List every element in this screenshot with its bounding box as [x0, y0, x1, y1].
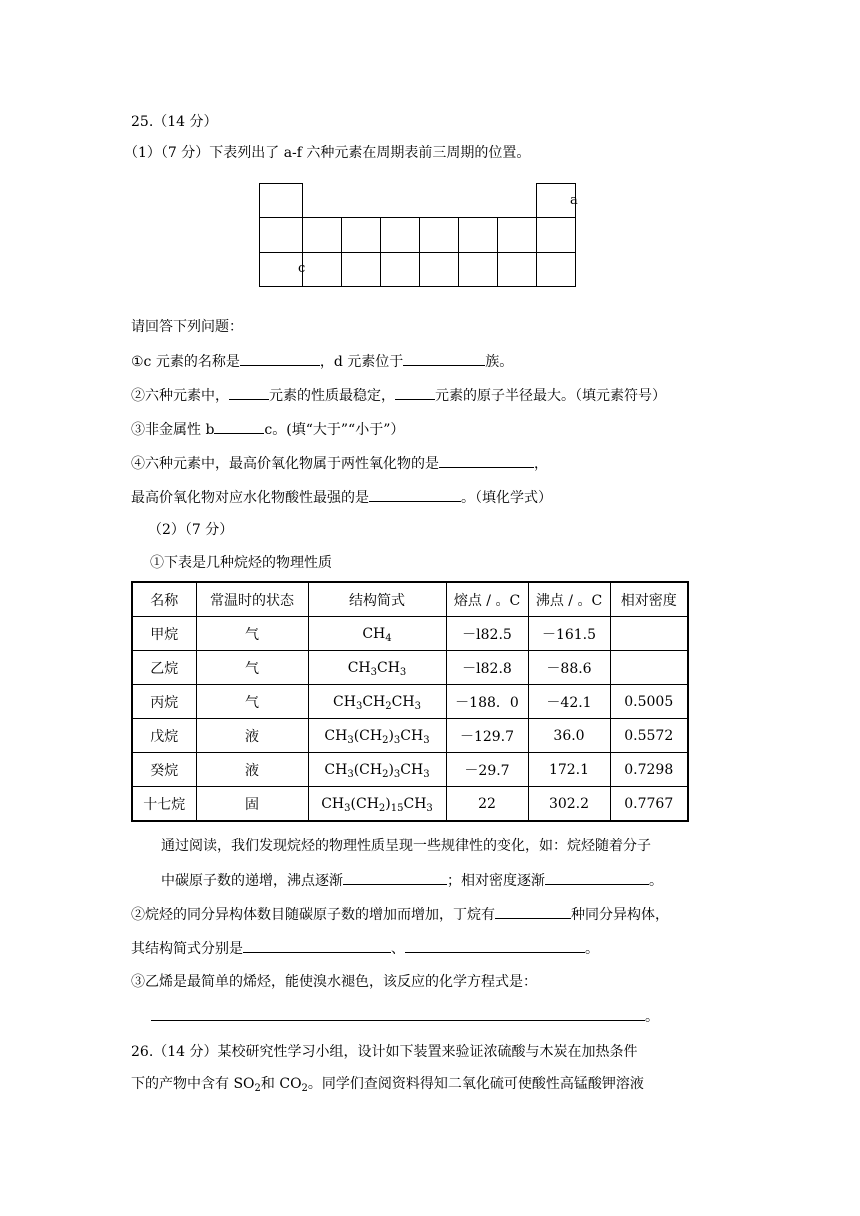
- part-2-head: （2）（7 分）: [148, 522, 234, 538]
- isomer-item-cont: 其结构简式分别是 、 。: [131, 938, 599, 959]
- table-cell: 癸烷: [132, 753, 196, 787]
- table-cell: 0.7767: [610, 787, 688, 822]
- table-row: [132, 617, 688, 651]
- isomer-item: ②烷烃的同分异构体数目随碳原子数的增加而增加，丁烷有 种同分异构体，: [131, 904, 669, 925]
- question-26-line-1: 26.（14 分）某校研究性学习小组，设计如下装置来验证浓硫酸与木炭在加热条件: [131, 1044, 638, 1060]
- reading-text-1: 通过阅读，我们发现烷烃的物理性质呈现一些规律性的变化，如：烷烃随着分子: [161, 838, 651, 854]
- table-row: [132, 651, 688, 685]
- answer-blank[interactable]: [343, 870, 447, 885]
- answer-blank[interactable]: [545, 870, 649, 885]
- answer-blank[interactable]: [495, 904, 571, 919]
- table-cell: －161.5: [528, 617, 610, 651]
- table-row: [132, 753, 688, 787]
- periodic-table-grid: [259, 183, 576, 287]
- table-cell: [610, 617, 688, 651]
- table-header-cell: 沸点 / 。C: [528, 582, 610, 617]
- table-cell: 液: [196, 753, 308, 787]
- table-cell: －188．0: [446, 685, 528, 719]
- table-cell: －42.1: [528, 685, 610, 719]
- ptable-cell: [536, 252, 576, 287]
- table-cell: 甲烷: [132, 617, 196, 651]
- answer-blank[interactable]: [151, 1006, 645, 1021]
- table-cell: 0.5005: [610, 685, 688, 719]
- table-header-cell: 熔点 / 。C: [446, 582, 528, 617]
- element-label-c: c: [298, 261, 306, 276]
- answer-blank[interactable]: [240, 351, 320, 366]
- ptable-cell: [497, 217, 537, 253]
- prompt-text: 请回答下列问题：: [131, 319, 243, 335]
- table-cell: $CH_3CH_2CH_3$: [308, 685, 446, 719]
- table-cell: $CH_3(CH_2)_3CH_3$: [308, 719, 446, 753]
- answer-blank[interactable]: [439, 453, 534, 468]
- table-header-cell: 结构简式: [308, 582, 446, 617]
- table-cell: $CH_4$: [308, 617, 446, 651]
- item-4-cont: 最高价氧化物对应水化物酸性最强的是 。（填化学式）: [131, 487, 552, 508]
- alkane-properties-table: [131, 581, 689, 822]
- ethylene-answer-line: 。: [151, 1006, 659, 1027]
- table-row: [132, 719, 688, 753]
- ptable-cell: [419, 217, 459, 253]
- table-cell: 0.7298: [610, 753, 688, 787]
- table-cell: $CH_3(CH_2)_3CH_3$: [308, 753, 446, 787]
- answer-blank[interactable]: [243, 938, 391, 953]
- ethylene-item: ③乙烯是最简单的烯烃，能使溴水褪色，该反应的化学方程式是：: [131, 974, 537, 990]
- table-cell: 气: [196, 651, 308, 685]
- table-header-cell: 相对密度: [610, 582, 688, 617]
- table-cell: 22: [446, 787, 528, 822]
- table-cell: 固: [196, 787, 308, 822]
- table-cell: 液: [196, 719, 308, 753]
- item-2: ②六种元素中， 元素的性质最稳定， 元素的原子半径最大。（填元素符号）: [131, 385, 666, 406]
- table-cell: 气: [196, 685, 308, 719]
- table-header-cell: 名称: [132, 582, 196, 617]
- answer-blank[interactable]: [229, 385, 269, 400]
- table-cell: 36.0: [528, 719, 610, 753]
- answer-blank[interactable]: [405, 938, 585, 953]
- ptable-cell: [419, 252, 459, 287]
- question-25-title: 25.（14 分）: [131, 114, 218, 130]
- part-1-intro: （1）（7 分）下表列出了 a-f 六种元素在周期表前三周期的位置。: [124, 145, 531, 161]
- answer-blank[interactable]: [214, 419, 264, 434]
- table-cell: 十七烷: [132, 787, 196, 822]
- table-cell: 302.2: [528, 787, 610, 822]
- table-cell: －l82.5: [446, 617, 528, 651]
- reading-text-2: 中碳原子数的递增，沸点逐渐 ；相对密度逐渐 。: [161, 870, 663, 891]
- table-cell: [610, 651, 688, 685]
- table-cell: 0.5572: [610, 719, 688, 753]
- ptable-cell: [458, 217, 498, 253]
- ptable-cell: [341, 252, 381, 287]
- item-4: ④六种元素中，最高价氧化物属于两性氧化物的是 ，: [131, 453, 548, 474]
- table-row: [132, 685, 688, 719]
- ptable-cell: [341, 217, 381, 253]
- ptable-cell: [302, 252, 342, 287]
- table-cell: 戊烷: [132, 719, 196, 753]
- ptable-cell: [380, 217, 420, 253]
- table-cell: 乙烷: [132, 651, 196, 685]
- ptable-cell: [497, 252, 537, 287]
- ptable-cell: [259, 217, 303, 253]
- ptable-cell: [536, 217, 576, 253]
- question-26-line-2: 下的产物中含有 $SO_2$和 $CO_2$。同学们查阅资料得知二氧化硫可使酸性高锰酸钾溶液: [131, 1076, 644, 1094]
- table-cell: －88.6: [528, 651, 610, 685]
- table-cell: －l82.8: [446, 651, 528, 685]
- table-cell: －29.7: [446, 753, 528, 787]
- ptable-cell: [259, 183, 303, 218]
- ptable-cell: [259, 252, 306, 287]
- answer-blank[interactable]: [395, 385, 435, 400]
- answer-blank[interactable]: [369, 487, 461, 502]
- element-label-a: a: [570, 193, 578, 208]
- table-row: [132, 787, 688, 822]
- item-3: ③非金属性 b c。(填“大于”“小于”）: [131, 419, 404, 440]
- table-header-cell: 常温时的状态: [196, 582, 308, 617]
- table-cell: $CH_3(CH_2)_{15}CH_3$: [308, 787, 446, 822]
- table-cell: 气: [196, 617, 308, 651]
- table-cell: 丙烷: [132, 685, 196, 719]
- table-cell: $CH_3CH_3$: [308, 651, 446, 685]
- part-2-sub1: ①下表是几种烷烃的物理性质: [150, 555, 332, 571]
- ptable-cell: [380, 252, 420, 287]
- ptable-cell: [458, 252, 498, 287]
- item-1: ①c 元素的名称是 ，d 元素位于 族。: [131, 351, 513, 372]
- ptable-cell: [302, 217, 342, 253]
- table-header-row: [132, 582, 688, 617]
- table-cell: 172.1: [528, 753, 610, 787]
- answer-blank[interactable]: [403, 351, 485, 366]
- table-cell: －129.7: [446, 719, 528, 753]
